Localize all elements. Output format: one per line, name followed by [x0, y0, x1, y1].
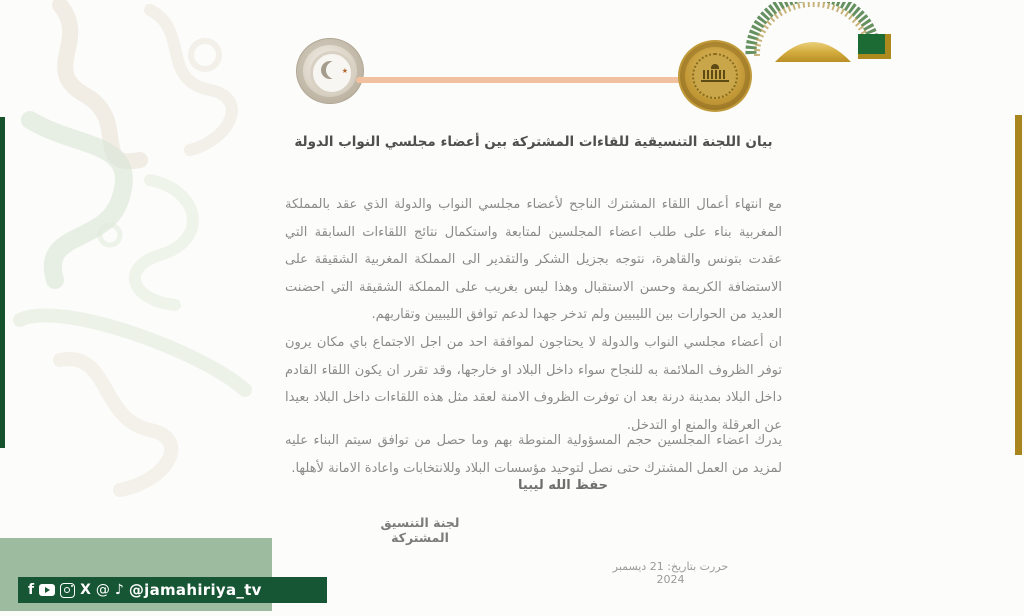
state-of-libya-seal: [296, 38, 364, 104]
statement-title: بيان اللجنة التنسيقية للقاءات المشتركة بين أعضاء مجلسي النواب الدولة: [294, 134, 773, 150]
house-of-representatives-seal: [678, 40, 752, 112]
green-flag-icon: [858, 34, 885, 54]
crescent-icon: [321, 61, 339, 79]
seal-inner-ring: [310, 51, 354, 95]
social-media-bar: [18, 577, 327, 603]
left-green-strip: [0, 117, 5, 448]
issue-date: حررت بتاريخ: 21 ديسمبر 2024: [612, 560, 729, 586]
tiktok-icon: ♪: [114, 582, 124, 598]
flag-gold-backing: [858, 34, 891, 59]
seal-inner-ring: [692, 53, 738, 99]
committee-signature: لجنة التنسيق المشتركة: [380, 515, 460, 545]
youtube-icon: [39, 581, 55, 599]
parliament-columns-icon: [703, 70, 727, 79]
x-icon: X: [80, 582, 91, 598]
header-connector-line: [356, 77, 684, 83]
star-icon: ★: [341, 67, 348, 75]
channel-handle: @jamahiriya_tv: [128, 581, 262, 599]
right-gold-strip: [1015, 115, 1022, 455]
statement-paragraph-3: يدرك اعضاء المجلسين حجم المسؤولية المنوطة بهم وما حصل من توافق سيتم البناء عليه لمزيد من العمل المشترك حتى نصل لتوحيد مؤسسات البلاد وللانتخابات واعادة الامانة لأهلها.: [285, 433, 782, 476]
statement-paragraph-2: ان أعضاء مجلسي النواب والدولة لا يحتاجون لموافقة احد من اجل الاجتماع باي مكان يرون توفر الظروف الملائمة به للنجاح سواء داخل البلاد او خارجها، وقد تقرر ان يكون اللقاء القادم داخل البلاد بمدينة درنة بعد ان توفرت الظروف الامنة لعقد مثل هذه اللقاءات داخل البلاد بعيدا عن العرقلة والمنع او التدخل.: [285, 335, 782, 433]
calligraphy-watermark: [0, 0, 290, 540]
parliament-base-icon: [701, 80, 729, 82]
instagram-icon: [60, 581, 75, 599]
parliament-dome-icon: [711, 64, 719, 69]
threads-icon: @: [95, 582, 110, 598]
facebook-icon: f: [28, 582, 35, 598]
closing-blessing: حفظ الله ليبيا: [518, 478, 608, 493]
statement-paragraph-1: مع انتهاء أعمال اللقاء المشترك الناجح لأعضاء مجلسي النواب والدولة الذي عقد بالمملكة المغربية بناء على طلب اعضاء المجلسين لمتابعة واستكمال نتائج اللقاءات السابقة التي عقدت بتونس والقاهرة، نتوجه بجزيل الشكر والتقدير الى المملكة المغربية الشقيقة على الاستضافة الكريمة وحسن الاستقبال وهذا ليس بغريب على المملكة الشقيقة التي احضنت العديد من الحوارات بين الليبيين ولم تدخر جهدا لدعم توافق الليبيين وتقاربهم.: [285, 197, 782, 322]
